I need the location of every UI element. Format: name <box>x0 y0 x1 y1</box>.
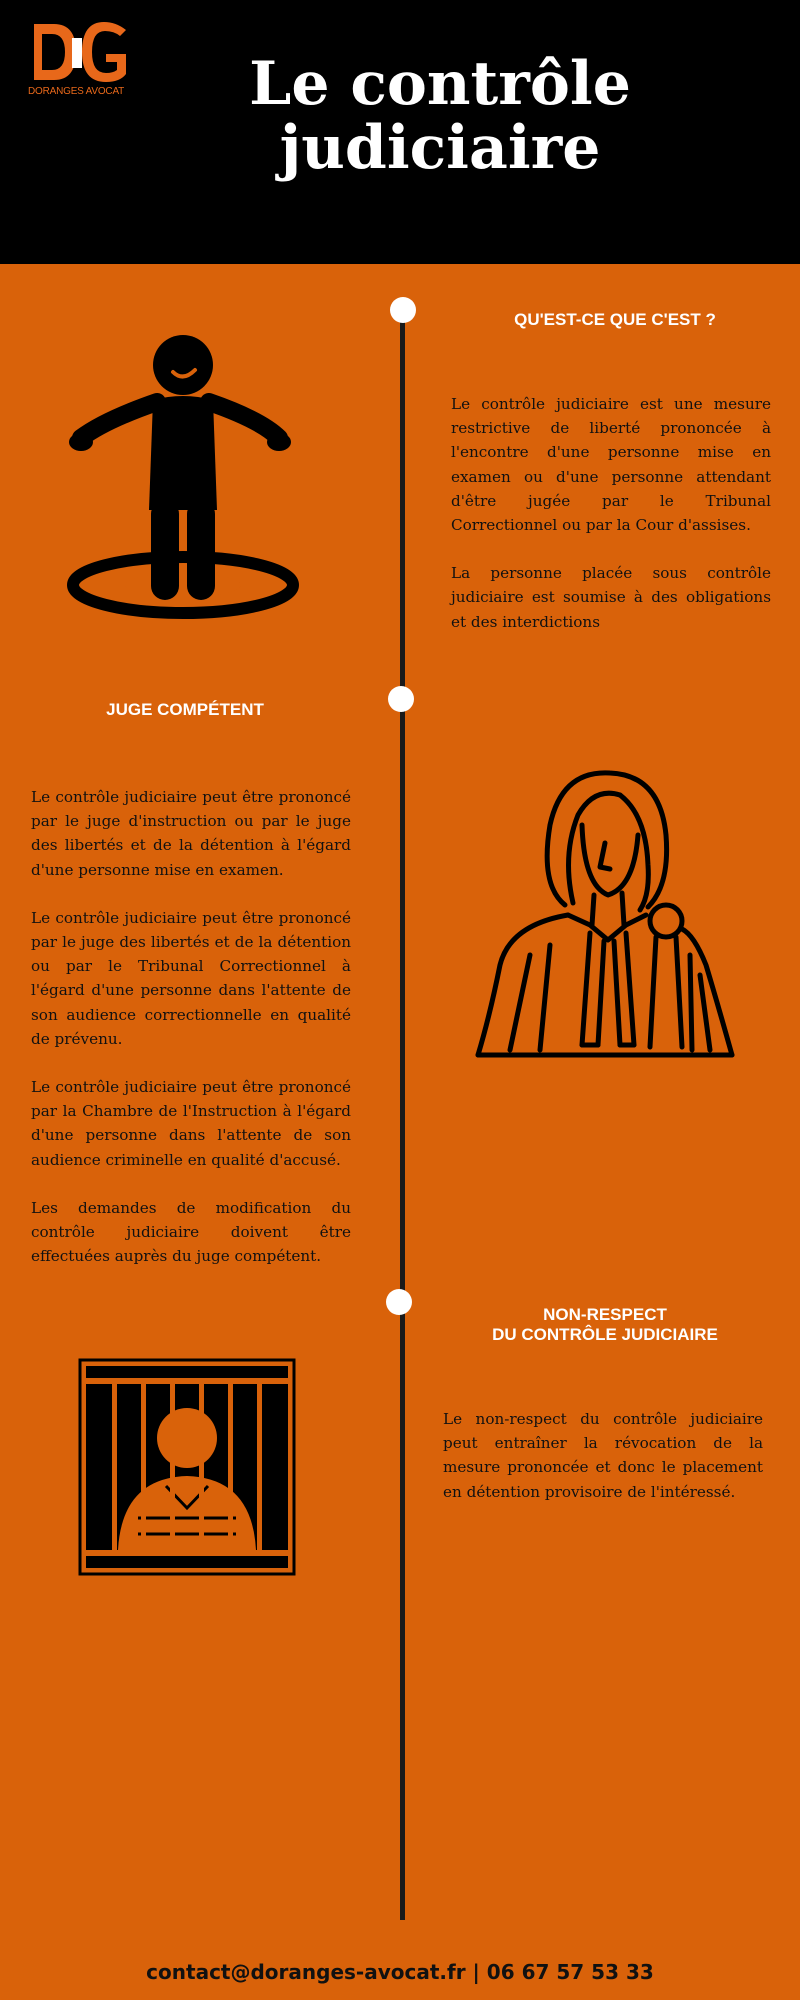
paragraph: Le non-respect du contrôle judiciaire peut entraîner la révocation de la mesure prononcée et donc le placement en détention provisoire de l'intéressé. <box>443 1410 763 1501</box>
logo-name: DORANGES AVOCAT <box>28 86 125 97</box>
section-text-what-is-it <box>451 392 771 658</box>
timeline-dot-2 <box>388 686 414 712</box>
timeline-line <box>400 305 405 1920</box>
paragraph: Le contrôle judiciaire peut être prononcé par le juge des libertés et de la détention ou par le Tribunal Correctionnel à l'égard d'une personne dans l'attente de son audience correctionnelle en qualité de prévenu. <box>31 908 351 1048</box>
paragraph: Le contrôle judiciaire peut être prononcé par le juge d'instruction ou par le juge des libertés et de la détention à l'égard d'une personne mise en examen. <box>31 788 351 879</box>
timeline-dot-1 <box>390 297 416 323</box>
dg-monogram-icon <box>28 20 138 86</box>
page-title <box>190 49 690 183</box>
prisoner-behind-bars-icon <box>78 1358 296 1576</box>
section-text-non-compliance <box>443 1407 763 1528</box>
footer-contact[interactable]: contact@doranges-avocat.fr | 06 67 57 53 33 <box>146 1960 654 1984</box>
section-heading-competent-judge: JUGE COMPÉTENT <box>106 700 264 719</box>
doranges-logo[interactable] <box>28 20 138 100</box>
title-line-2: judiciaire <box>279 113 601 183</box>
person-standing-in-circle-icon <box>65 330 305 625</box>
judge-in-robe-icon <box>470 765 740 1060</box>
paragraph: La personne placée sous contrôle judiciaire est soumise à des obligations et des interdictions <box>451 564 771 631</box>
header-banner <box>0 0 800 264</box>
paragraph: Le contrôle judiciaire peut être prononcé par la Chambre de l'Instruction à l'égard d'une personne dans l'attente de son audience criminelle en qualité d'accusé. <box>31 1078 351 1169</box>
heading-line: DU CONTRÔLE JUDICIAIRE <box>492 1325 718 1344</box>
paragraph: Le contrôle judiciaire est une mesure restrictive de liberté prononcée à l'encontre d'une personne mise en examen ou d'une personne attendant d'être jugée par le Tribunal Correctionnel ou par la Cour d'assises. <box>451 395 771 535</box>
section-text-competent-judge <box>31 785 351 1292</box>
title-line-1: Le contrôle <box>249 49 631 119</box>
heading-line: NON-RESPECT <box>543 1305 667 1324</box>
timeline-dot-3 <box>386 1289 412 1315</box>
section-heading-non-compliance <box>455 1305 755 1345</box>
paragraph: Les demandes de modification du contrôle judiciaire doivent être effectuées auprès du juge compétent. <box>31 1198 351 1266</box>
section-heading-what-is-it: QU'EST-CE QUE C'EST ? <box>514 310 716 329</box>
